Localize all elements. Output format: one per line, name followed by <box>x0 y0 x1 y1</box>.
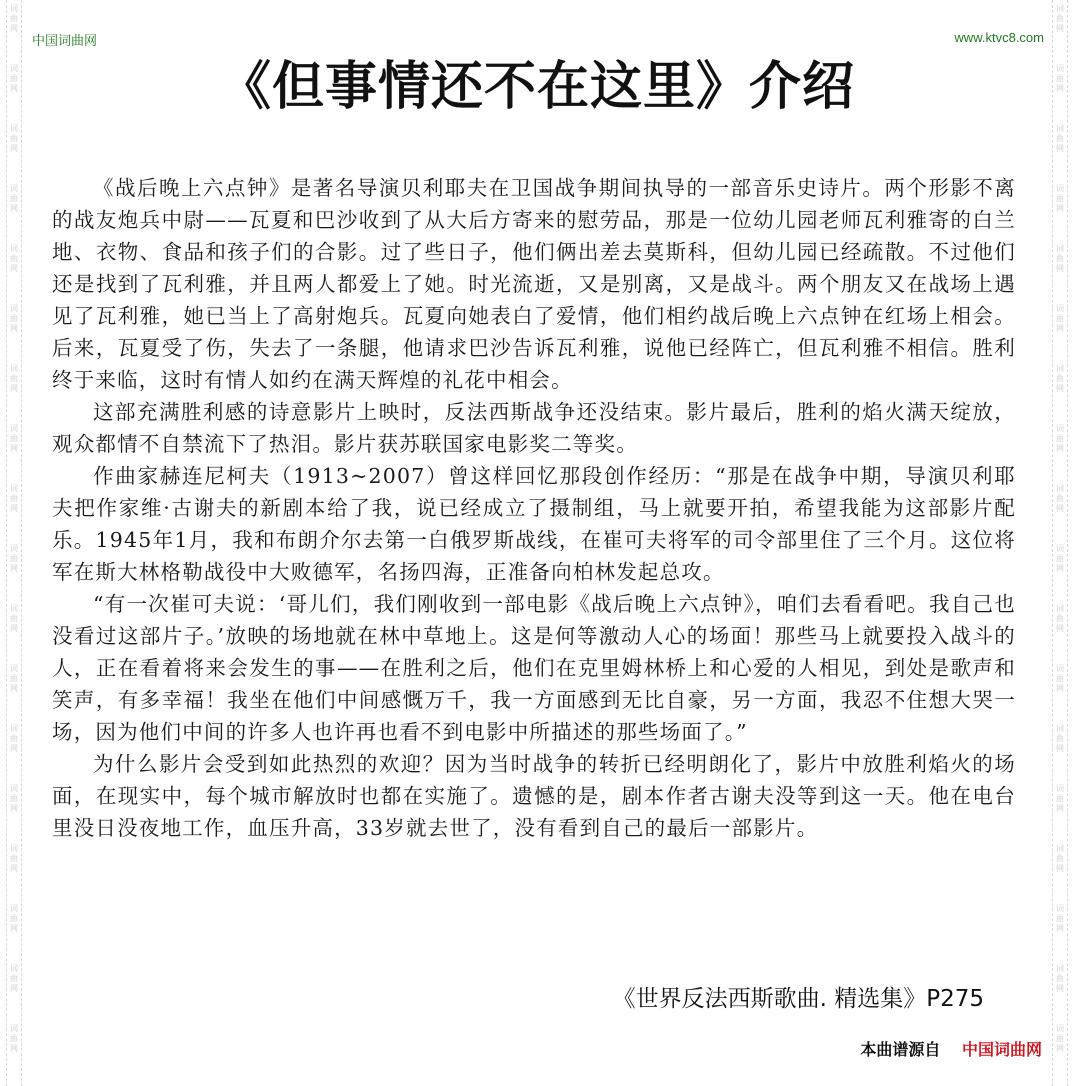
watermark-mark: 词 曲 网 <box>1056 244 1064 273</box>
footer-credit <box>860 1037 1042 1060</box>
watermark-mark: 词 曲 网 <box>10 964 18 993</box>
watermark-mark: 词 曲 网 <box>1056 1024 1064 1053</box>
watermark-mark: 词 曲 网 <box>10 904 18 933</box>
watermark-mark: 词 曲 网 <box>1056 4 1064 33</box>
watermark-mark: 词 曲 网 <box>1056 424 1064 453</box>
watermark-mark: 词 曲 网 <box>1056 184 1064 213</box>
watermark-mark: 词 曲 网 <box>10 244 18 273</box>
watermark-mark: 词 曲 网 <box>1056 904 1064 933</box>
watermark-mark: 词 曲 网 <box>1056 364 1064 393</box>
watermark-mark: 词 曲 网 <box>10 184 18 213</box>
watermark-mark: 词 曲 网 <box>1056 64 1064 93</box>
right-watermark-strip <box>1052 0 1068 1086</box>
paragraph: 作曲家赫连尼柯夫（1913~2007）曾这样回忆那段创作经历：“那是在战争中期，导演贝利耶夫把作家维·古谢夫的新剧本给了我，说已经成立了摄制组，马上就要开拍，希望我能为这部影片配乐。1945年1月，我和布朗介尔去第一白俄罗斯战线，在崔可夫将军的司令部里住了三个月。这位将军在斯大林格勒战役中大败德军，名扬四海，正准备向柏林发起总攻。 <box>52 464 1016 584</box>
left-watermark-strip <box>6 0 22 1086</box>
watermark-mark: 词 曲 网 <box>1056 304 1064 333</box>
watermark-mark: 词 曲 网 <box>10 364 18 393</box>
watermark-mark: 词 曲 网 <box>10 784 18 813</box>
paragraph: “有一次崔可夫说：‘哥儿们，我们刚收到一部电影《战后晚上六点钟》，咱们去看看吧。我自己也没看过这部片子。’放映的场地就在林中草地上。这是何等激动人心的场面！那些马上就要投入战斗的人，正在看着将来会发生的事——在胜利之后，他们在克里姆林桥上和心爱的人相见，到处是歌声和笑声，有多幸福！我坐在他们中间感慨万千，我一方面感到无比自豪，另一方面，我忍不住想大哭一场，因为他们中间的许多人也许再也看不到电影中所描述的那些场面了。” <box>52 592 1016 744</box>
footer-label: 本曲谱源自 <box>860 1040 941 1059</box>
watermark-mark: 词 曲 网 <box>1056 664 1064 693</box>
watermark-mark: 词 曲 网 <box>10 424 18 453</box>
watermark-mark: 词 曲 网 <box>10 544 18 573</box>
watermark-mark: 词 曲 网 <box>1056 724 1064 753</box>
watermark-mark: 词 曲 网 <box>1056 124 1064 153</box>
footer-brand-link[interactable]: 中国词曲网 <box>961 1040 1042 1059</box>
paragraph: 《战后晚上六点钟》是著名导演贝利耶夫在卫国战争期间执导的一部音乐史诗片。两个形影不离的战友炮兵中尉——瓦夏和巴沙收到了从大后方寄来的慰劳品，那是一位幼儿园老师瓦利雅寄的白兰地、衣物、食品和孩子们的合影。过了些日子，他们俩出差去莫斯科，但幼儿园已经疏散。不过他们还是找到了瓦利雅，并且两人都爱上了她。时光流逝，又是别离，又是战斗。两个朋友又在战场上遇见了瓦利雅，她已当上了高射炮兵。瓦夏向她表白了爱情，他们相约战后晚上六点钟在红场上相会。后来，瓦夏受了伤，失去了一条腿，他请求巴沙告诉瓦利雅，说他已经阵亡，但瓦利雅不相信。胜利终于来临，这时有情人如约在满天辉煌的礼花中相会。 <box>52 176 1016 392</box>
watermark-mark: 词 曲 网 <box>10 4 18 33</box>
watermark-mark: 词 曲 网 <box>1056 604 1064 633</box>
page-title: 《但事情还不在这里》介绍 <box>218 57 855 117</box>
site-url-header[interactable]: www.ktvc8.com <box>954 30 1044 45</box>
article-body <box>52 172 1016 844</box>
paragraph: 这部充满胜利感的诗意影片上映时，反法西斯战争还没结束。影片最后，胜利的焰火满天绽放，观众都情不自禁流下了热泪。影片获苏联国家电影奖二等奖。 <box>52 400 1016 456</box>
watermark-mark: 词 曲 网 <box>10 724 18 753</box>
watermark-mark: 词 曲 网 <box>1056 784 1064 813</box>
paragraph: 为什么影片会受到如此热烈的欢迎？因为当时战争的转折已经明朗化了，影片中放胜利焰火的场面，在现实中，每个城市解放时也都在实施了。遗憾的是，剧本作者古谢夫没等到这一天。他在电台里没日没夜地工作，血压升高，33岁就去世了，没有看到自己的最后一部影片。 <box>52 752 1016 840</box>
watermark-mark: 词 曲 网 <box>1056 964 1064 993</box>
watermark-mark: 词 曲 网 <box>1056 544 1064 573</box>
watermark-mark: 词 曲 网 <box>10 1024 18 1053</box>
watermark-mark: 词 曲 网 <box>10 664 18 693</box>
site-name-header[interactable]: 中国词曲网 <box>32 34 98 49</box>
watermark-mark: 词 曲 网 <box>10 844 18 873</box>
watermark-mark: 词 曲 网 <box>1056 484 1064 513</box>
watermark-mark: 词 曲 网 <box>1056 844 1064 873</box>
watermark-mark: 词 曲 网 <box>10 124 18 153</box>
watermark-mark: 词 曲 网 <box>10 64 18 93</box>
source-citation: 《世界反法西斯歌曲. 精选集》P275 <box>612 986 984 1012</box>
watermark-mark: 词 曲 网 <box>10 604 18 633</box>
watermark-mark: 词 曲 网 <box>10 304 18 333</box>
watermark-mark: 词 曲 网 <box>10 484 18 513</box>
